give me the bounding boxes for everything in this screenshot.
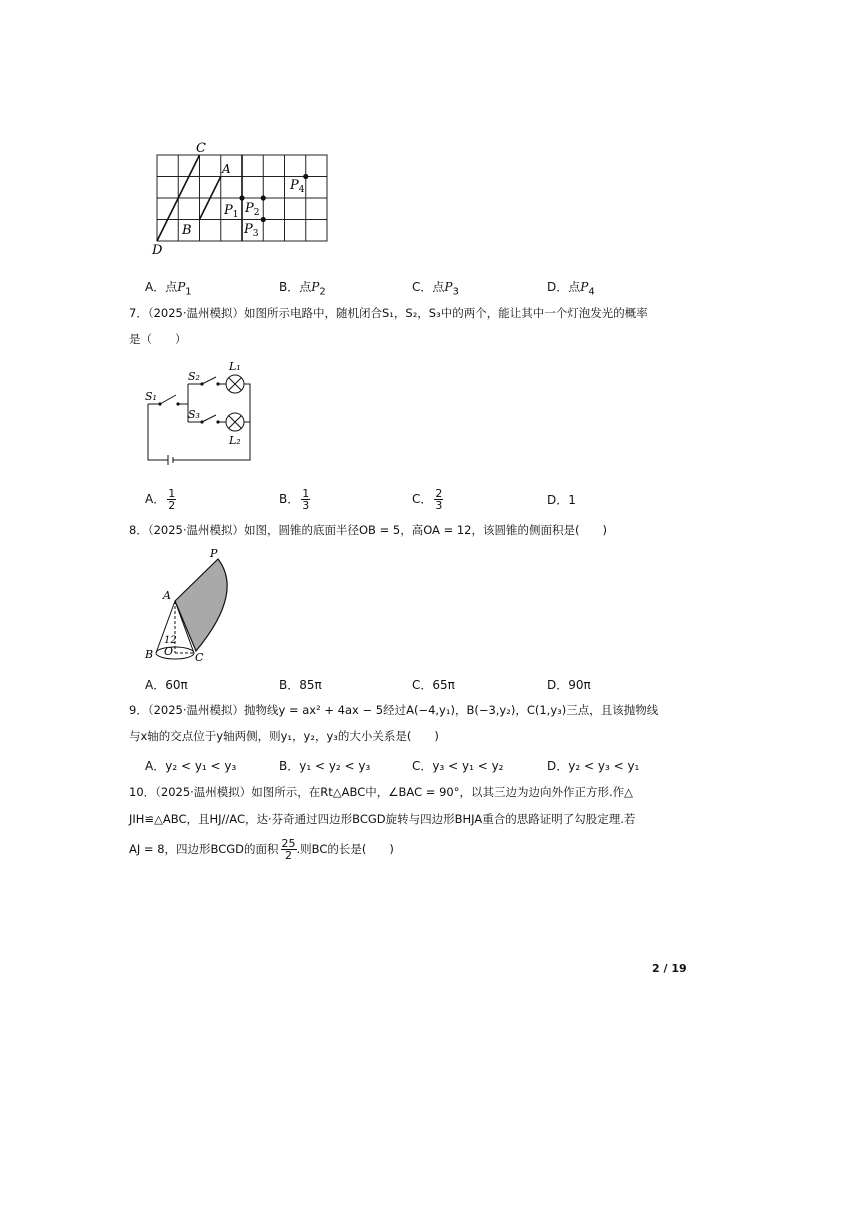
label-O: O (164, 645, 174, 658)
q6-option-c: C．点$P_3$ (412, 280, 459, 298)
q9-option-b: B．y₁ < y₂ < y₃ (279, 759, 371, 773)
q10-stem-line2: JIH≌△ABC，且HJ//AC，达·芬奇通过四边形BCGD旋转与四边形BHJA重合的思路证明了勾股定理.若 (129, 812, 636, 826)
label-A: A (222, 162, 231, 176)
q9-option-c: C．y₃ < y₁ < y₂ (412, 759, 504, 773)
q8-option-b: B．85π (279, 678, 322, 692)
label-C: C (196, 141, 206, 156)
page-number: 2 / 19 (652, 962, 687, 975)
q9-stem-line2: 与x轴的交点位于y轴两侧，则y₁，y₂，y₃的大小关系是( ) (129, 729, 439, 743)
q6-option-a: A．点$P_1$ (145, 280, 192, 298)
q9-option-d: D．y₂ < y₃ < y₁ (547, 759, 640, 773)
label-A: A (163, 589, 171, 602)
label-L2: L₂ (229, 434, 241, 447)
grid-figure (140, 138, 340, 263)
q10-stem-line3: AJ = 8，四边形BCGD的面积 $\frac{25}{2}$ .则BC的长是( ) (129, 837, 394, 862)
q7-option-a: A． $\frac{1}{2}$ (145, 487, 176, 512)
label-S3: S₃ (188, 408, 200, 421)
label-C: C (195, 651, 204, 664)
q8-option-d: D．90π (547, 678, 591, 692)
q10-stem-line1: 10．（2025·温州模拟）如图所示，在Rt△ABC中，∠BAC = 90°，以其三边为边向外作正方形.作△ (129, 785, 633, 799)
q9-option-a: A．y₂ < y₁ < y₃ (145, 759, 237, 773)
q6-option-b: B．点$P_2$ (279, 280, 326, 298)
q7-option-b: B． $\frac{1}{3}$ (279, 487, 310, 512)
cone-figure (140, 545, 240, 665)
q8-option-a: A．60π (145, 678, 188, 692)
label-12: 12 (164, 635, 177, 646)
label-D: D (152, 243, 163, 258)
q9-stem-line1: 9．（2025·温州模拟）抛物线y = ax² + 4ax − 5经过A(−4,y₁)，B(−3,y₂)，C(1,y₃)三点，且该抛物线 (129, 703, 659, 717)
label-P: P (210, 547, 218, 560)
label-S2: S₂ (188, 370, 200, 383)
q7-option-d: D．1 (547, 493, 576, 507)
q8-option-c: C．65π (412, 678, 455, 692)
label-P1: $P_1$ (224, 203, 239, 220)
label-P4: $P_4$ (290, 178, 305, 195)
q8-stem-line1: 8．（2025·温州模拟）如图，圆锥的底面半径OB = 5，高OA = 12，该圆锥的侧面积是( ) (129, 523, 607, 537)
label-B: B (182, 223, 192, 238)
q6-option-d: D．点$P_4$ (547, 280, 595, 298)
label-B: B (145, 648, 154, 661)
label-S1: S₁ (145, 390, 157, 403)
q7-stem-line2: 是（ ） (129, 332, 187, 346)
label-L1: L₁ (229, 360, 241, 373)
label-P2: $P_2$ (245, 201, 260, 218)
q7-stem-line1: 7．（2025·温州模拟）如图所示电路中，随机闭合S₁，S₂，S₃中的两个，能让其中一个灯泡发光的概率 (129, 306, 648, 320)
circuit-figure (140, 358, 265, 470)
q7-option-c: C． $\frac{2}{3}$ (412, 487, 443, 512)
label-P3: $P_3$ (244, 222, 259, 239)
